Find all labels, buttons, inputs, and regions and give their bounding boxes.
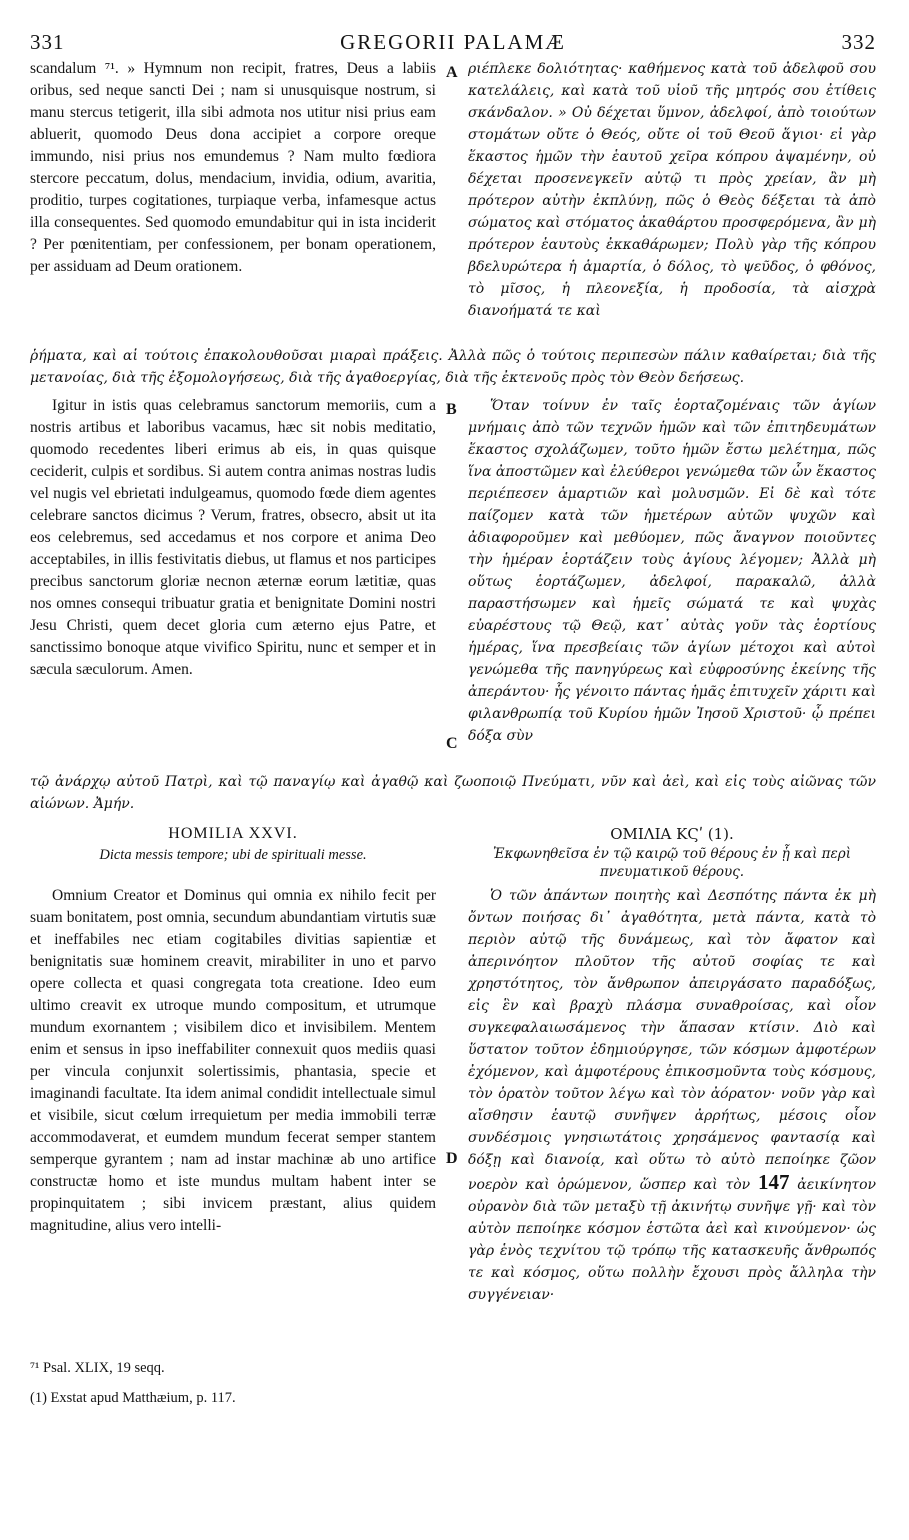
text-block-1 [30, 58, 876, 343]
greek-column-3-text-b: ἀεικίνητον οὐρανὸν διὰ τῶν μεταξὺ τῇ ἀκινήτῳ συνῆψε γῇ· καὶ τὸν αὐτὸν πεποίηκε κόσμον ἑστῶτα ἀεὶ καὶ κινούμενον· ὡς γὰρ ἑνὸς τεχνίτου τῷ τρόπῳ τῆς κατασκευῆς ἄνθρωπός τε καὶ κόσμος, οὕτω πολλὴν ἔχουσι πρὸς ἄλληλα τὴν συγγένειαν· [468, 1177, 877, 1303]
latin-column-1: scandalum ⁷¹. » Hymnum non recipit, fratres, Deus a labiis oribus, sed neque sancti Dei ; nam si unusquisque nostrum, si manu stercus tetigerit, illa sibi admota nos utitur nisi prius eam abluerit, quomodo Deus dona accipiet a corpore oreque immundo, nisi prius nos emundemus ? Nam multo fœdiora stercore peccatum, dolus, mendacium, invidia, odium, avaritia, proditio, turpes cogitationes, turpiaque verba, infamesque actus illa consequentes. Sed quomodo emundabitur qui in ista inciderit ? Per pœnitentiam, per confessionem, per bonam operationem, per assiduam ad Deum orationem. [30, 60, 436, 275]
margin-marker-a: A [446, 64, 458, 81]
greek-full-width-2: τῷ ἀνάρχῳ αὐτοῦ Πατρὶ, καὶ τῷ παναγίῳ καὶ ἀγαθῷ καὶ ζωοποιῷ Πνεύματι, νῦν καὶ ἀεὶ, καὶ εἰς τοὺς αἰῶνας τῶν αἰώνων. Ἀμήν. [30, 774, 876, 812]
greek-column-3 [468, 885, 876, 1306]
greek-homily-title: ΟΜΙΛΙΑ ΚϚʹ (1). [610, 825, 734, 843]
text-block-3 [30, 885, 876, 1355]
margin-marker-d: D [446, 1150, 458, 1167]
page-number-left: 331 [30, 30, 65, 54]
greek-column-1: ριέπλεκε δολιότητας· καθήμενος κατὰ τοῦ ἀδελφοῦ σου κατελάλεις, καὶ κατὰ τοῦ υἱοῦ τῆς μητρός σου ἐτίθεις σκάνδαλον. » Οὐ δέχεται ὕμνον, ἀδελφοί, ἀπὸ τοιούτων στομάτων οὔτε ὁ Θεός, οὔτε οἱ τοῦ Θεοῦ ἅγιοι· εἰ γὰρ ἕκαστος ἡμῶν τὴν ἑαυτοῦ χεῖρα κόπρου ἀψαμένην, οὐ δέχεται προσενεγκεῖν αὐτῷ τι πρὸς χρείαν, ἂν μὴ πρότερον αὐτὴν ἐκπλύνῃ, πῶς ὁ Θεὸς δέξεται τὰ ἀπὸ σώματος καὶ στόματος ἀκαθάρτου προσφερόμενα, ἂν μὴ πρότερον ἑαυτοὺς ἐκκαθάρωμεν; Πολὺ γὰρ τῆς κόπρου βδελυρώτερα ἡ ἁμαρτία, ὁ δόλος, τὸ ψεῦδος, ὁ φθόνος, τὸ μῖσος, ἡ πλεονεξία, ἡ προδοσία, τὰ αἰσχρὰ διανοήματά τε καὶ [468, 61, 876, 319]
margin-marker-c: C [446, 735, 458, 752]
page [30, 30, 876, 1355]
homily-headings [30, 823, 876, 885]
footnote-1: (1) Exstat apud Matthæium, p. 117. [30, 1390, 236, 1406]
latin-column-3: Omnium Creator et Dominus qui omnia ex nihilo fecit per suam bonitatem, post omnia, secundum abundantiam virtutis suæ et ineffabiles nec etiam cogitabiles divitias sapientiæ et benignitatis suæ hominem creavit, mirabiliter in uno et parvo opere collecta et quasi congregata tota creatione. Ideo eum ultimo creavit ex utroque mundo compositum, et utrumque mundum exornantem ; visibilem dico et invisibilem. Mentem enim et sensus in ipso ineffabiliter connexuit quos mediis quasi per vincula conjunxit solertissimis, phantasia, specie et imaginandi facultate. Ita idem animal condidit intellectuale simul et visibile, sicut cœlum irrequietum per media immobili terræ accommodaverat, et eumdem mundum fecerat semper stantem semperque gyrantem ; nam ad instar machinæ ab uno artifice constructæ homo et iste mundus multam habent inter se propinquitatem ; sibi invicem præstant, alius quidem magnitudine, alius vero intelli- [30, 887, 436, 1234]
footnotes [30, 1360, 530, 1420]
greek-column-3-text-a: Ὁ τῶν ἁπάντων ποιητὴς καὶ Δεσπότης πάντα ἐκ μὴ ὄντων ποιήσας δι᾽ ἀγαθότητα, μετὰ πάντα, κατὰ τὸ περιὸν αὐτῷ τῆς δυνάμεως, καὶ τὸν ἄφατον καὶ ἀπερινόητον πλοῦτον τῆς αὐτοῦ σοφίας τε καὶ χρηστότητος, τὸν ἄνθρωπον ἀπειργάσατο παραδόξως, εἰς ἓν καὶ βραχὺ πλάσμα συναθροίσας, καὶ οἷον συγκεφαλαιωσάμενος τὴν ἅπασαν κτίσιν. Διὸ καὶ ὕστατον τοῦτον ἐδημιούργησε, τῶν κόσμων ἀμφοτέρων ἐχόμενον, καὶ ἀμφοτέρους ἐπικοσμοῦντα τοὺς κόσμους, τὸν ὁρατὸν τοῦτον λέγω καὶ τὸν ἀόρατον· νοῦν γὰρ καὶ αἴσθησιν ἑαυτῷ συνῆψεν ἀρρήτως, μέσοις οἷον συνδέσμοις γνησιωτάτοις χρησάμενος φαντασίᾳ καὶ δόξῃ καὶ διανοίᾳ, καὶ οὕτω τὸ αὐτὸ πεποίηκε ζῶον νοερὸν καὶ ὁρώμενον, ὥσπερ καὶ τὸν [468, 888, 876, 1193]
running-header [30, 30, 876, 58]
page-number-right: 332 [841, 30, 876, 54]
latin-homily-subtitle: Dicta messis tempore; ubi de spirituali messe. [99, 847, 367, 863]
margin-marker-b: B [446, 401, 457, 418]
text-block-2 [30, 395, 876, 771]
latin-column-2: Igitur in istis quas celebramus sanctorum memoriis, cum a nostris artibus et laboribus vacamus, hæc sit nobis meditatio, quomodo recedentes liberi erimus ab eis, in quas quisque ceciderit, culpis et sordibus. Si autem contra animas nostras ludis vel nugis vel ebrietati indulgeamus, quomodo fœde diem agentes celebrare sanctos dicimus ? Verum, fratres, obsecro, absit ut ita eos celebremus, sed accedamus et nos corpore et anima Deo acceptabiles, in illis festivitatis diebus, ut flamus et nos participes precibus sanctorum gloriæ necnon æternæ eorum lætitiæ, quas nos omnes consequi tribuatur gratia et benignitate Domini nostri Jesu Christi, quem decet gloria cum æterno ejus Patre, et sanctissimo bonoque atque vivifico Spiritu, nunc et semper et in sæcula sæculorum. Amen. [30, 397, 436, 678]
running-title: GREGORII PALAMÆ [340, 30, 566, 54]
greek-column-2: Ὅταν τοίνυν ἐν ταῖς ἑορταζομέναις τῶν ἁγίων μνήμαις ἀπὸ τῶν τεχνῶν ἡμῶν καὶ τῶν ἐπιτηδευμάτων ἕκαστος σχολάζωμεν, τοῦτο ἡμῶν ἔστω μελέτημα, πῶς ἵνα ἀποστῶμεν καὶ ἐλεύθεροι γενώμεθα τῶν ὧν ἕκαστος περιέπεσεν ἁμαρτιῶν καὶ μολυσμῶν. Εἰ δὲ καὶ τότε παίζομεν κατὰ τῶν ἡμετέρων αὐτῶν ψυχῶν καὶ ἀδιαφοροῦμεν καὶ μεθύομεν, πῶς ἄναγνον ποιοῦντες τὴν ἡμέραν ἑορτάζειν τοὺς ἁγίους λέγομεν; Ἀλλὰ μὴ οὕτως ἑορτάζωμεν, ἀδελφοί, παρακαλῶ, ἀλλὰ παραστήσωμεν καὶ ἡμεῖς σώματά τε καὶ ψυχὰς εὐαρέστους τῷ Θεῷ, κατ᾽ αὐτὰς γοῦν τὰς ἑορτίους ἡμέρας, ἵνα πρεσβείαις τῶν ἁγίων μέτοχοι καὶ αὐτοὶ γενώμεθα τῆς πανηγύρεως καὶ εὐφροσύνης ἐκείνης τῆς ἀπεράντου· ἧς γένοιτο πάντας ἡμᾶς ἐπιτυχεῖν χάριτι καὶ φιλανθρωπίᾳ τοῦ Κυρίου ἡμῶν Ἰησοῦ Χριστοῦ· ᾧ πρέπει δόξα σὺν [468, 398, 876, 744]
latin-homily-title: HOMILIA XXVI. [168, 825, 298, 842]
margin-number-147: 147 [757, 1170, 790, 1194]
greek-homily-subtitle: Ἐκφωνηθεῖσα ἐν τῷ καιρῷ τοῦ θέρους ἐν ᾗ καὶ περὶ πνευματικοῦ θέρους. [492, 846, 852, 880]
greek-full-width-1: ῥήματα, καὶ αἱ τούτοις ἐπακολουθοῦσαι μιαραὶ πράξεις. Ἀλλὰ πῶς ὁ τούτοις περιπεσὼν πάλιν καθαίρεται; διὰ τῆς μετανοίας, διὰ τῆς ἐξομολογήσεως, διὰ τῆς ἀγαθοεργίας, διὰ τῆς ἐκτενοῦς πρὸς τὸν Θεὸν δεήσεως. [30, 348, 876, 386]
footnote-71: ⁷¹ Psal. XLIX, 19 seqq. [30, 1360, 165, 1376]
